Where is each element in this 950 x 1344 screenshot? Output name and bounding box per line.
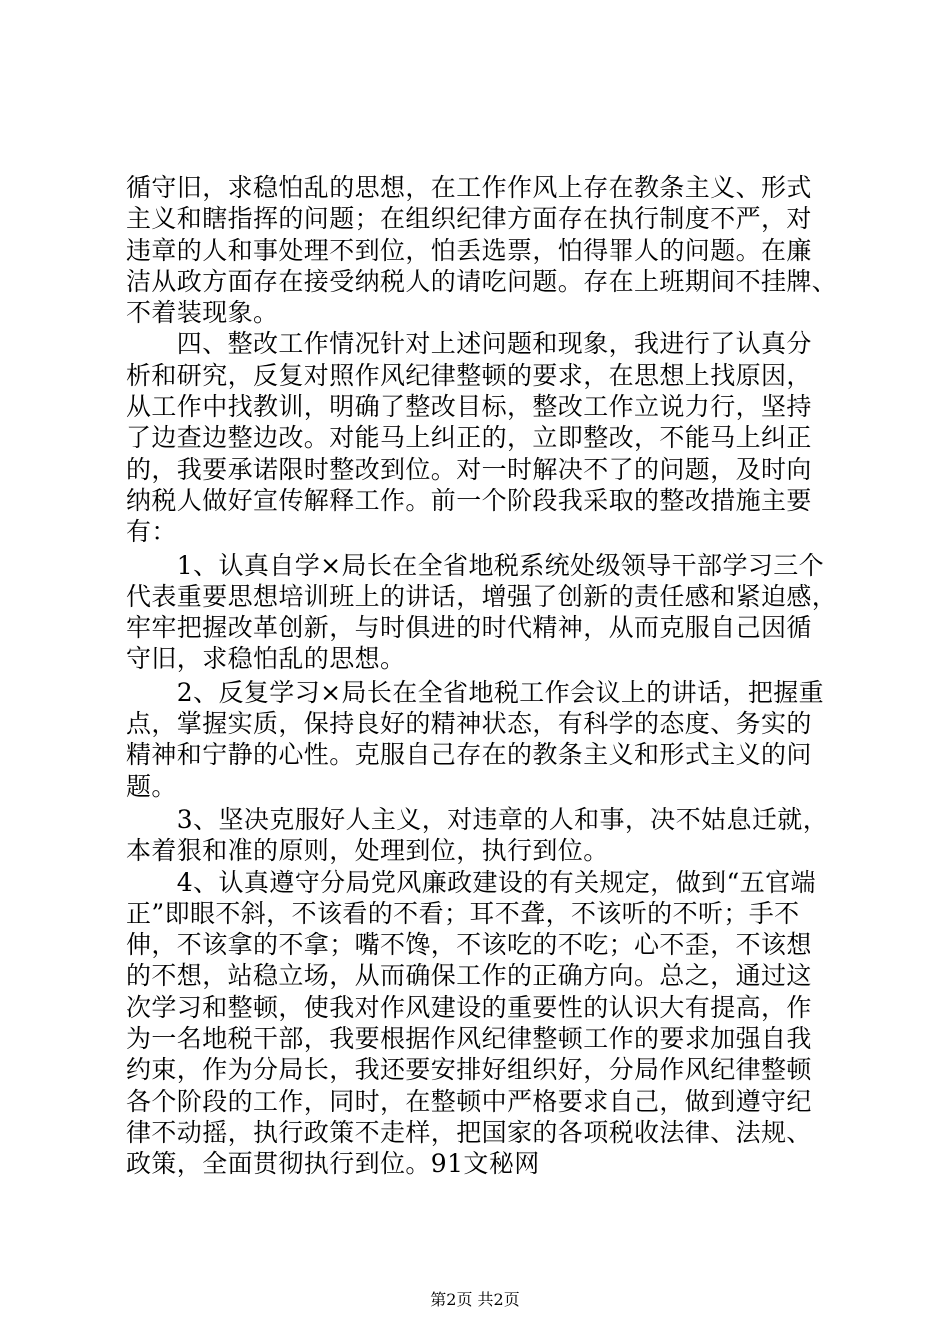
text-line: 析和研究，反复对照作风纪律整顿的要求，在思想上找原因， bbox=[126, 360, 812, 390]
text-line: 从工作中找教训，明确了整改目标，整改工作立说力行，坚持 bbox=[126, 392, 812, 422]
text-line: 为一名地税干部，我要根据作风纪律整顿工作的要求加强自我 bbox=[126, 1024, 812, 1054]
text-line: 约束，作为分局长，我还要安排好组织好，分局作风纪律整顿 bbox=[126, 1055, 812, 1085]
text-line: 4、认真遵守分局党风廉政建设的有关规定，做到“五官端 bbox=[126, 867, 816, 897]
text-line: 点，掌握实质，保持良好的精神状态，有科学的态度、务实的 bbox=[126, 709, 812, 739]
text-line: 的不想，站稳立场，从而确保工作的正确方向。总之，通过这 bbox=[126, 961, 812, 991]
text-line: 违章的人和事处理不到位，怕丢选票，怕得罪人的问题。在廉 bbox=[126, 235, 812, 265]
text-line: 2、反复学习×局长在全省地税工作会议上的讲话，把握重 bbox=[126, 677, 825, 707]
text-line: 循守旧，求稳怕乱的思想，在工作作风上存在教条主义、形式 bbox=[126, 173, 812, 202]
text-line: 3、坚决克服好人主义，对违章的人和事，决不姑息迁就， bbox=[126, 804, 829, 834]
body-text bbox=[126, 172, 838, 1180]
text-line: 洁从政方面存在接受纳税人的请吃问题。存在上班期间不挂牌、 bbox=[126, 266, 838, 296]
text-line: 不着装现象。 bbox=[126, 298, 279, 328]
text-line: 题。 bbox=[126, 771, 177, 801]
text-line: 1、认真自学×局长在全省地税系统处级领导干部学习三个 bbox=[126, 550, 825, 580]
text-line: 正”即眼不斜，不该看的不看；耳不聋，不该听的不听；手不 bbox=[126, 898, 800, 928]
text-line: 各个阶段的工作，同时，在整顿中严格要求自己，做到遵守纪 bbox=[126, 1086, 812, 1116]
text-line: 了边查边整边改。对能马上纠正的，立即整改，不能马上纠正 bbox=[126, 423, 812, 453]
text-line: 本着狠和准的原则，处理到位，执行到位。 bbox=[126, 836, 609, 866]
page-footer bbox=[0, 1290, 950, 1310]
text-line: 代表重要思想培训班上的讲话，增强了创新的责任感和紧迫感， bbox=[126, 581, 838, 611]
text-line: 政策，全面贯彻执行到位。91文秘网 bbox=[126, 1149, 540, 1179]
text-line: 的，我要承诺限时整改到位。对一时解决不了的问题，及时向 bbox=[126, 454, 812, 484]
text-line: 精神和宁静的心性。克服自己存在的教条主义和形式主义的问 bbox=[126, 740, 812, 770]
text-line: 次学习和整顿，使我对作风建设的重要性的认识大有提高，作 bbox=[126, 992, 812, 1022]
text-line: 主义和瞎指挥的问题；在组织纪律方面存在执行制度不严，对 bbox=[126, 204, 812, 234]
text-line: 纳税人做好宣传解释工作。前一个阶段我采取的整改措施主要 bbox=[126, 485, 812, 515]
text-line: 伸，不该拿的不拿；嘴不馋，不该吃的不吃；心不歪，不该想 bbox=[126, 930, 812, 960]
page-number: 第2页 共2页 bbox=[430, 1290, 520, 1309]
text-line: 四、整改工作情况针对上述问题和现象，我进行了认真分 bbox=[126, 329, 812, 359]
text-line: 有： bbox=[126, 517, 177, 547]
text-line: 律不动摇，执行政策不走样，把国家的各项税收法律、法规、 bbox=[126, 1117, 812, 1147]
text-line: 牢牢把握改革创新，与时俱进的时代精神，从而克服自己因循 bbox=[126, 613, 812, 643]
text-line: 守旧，求稳怕乱的思想。 bbox=[126, 644, 406, 674]
